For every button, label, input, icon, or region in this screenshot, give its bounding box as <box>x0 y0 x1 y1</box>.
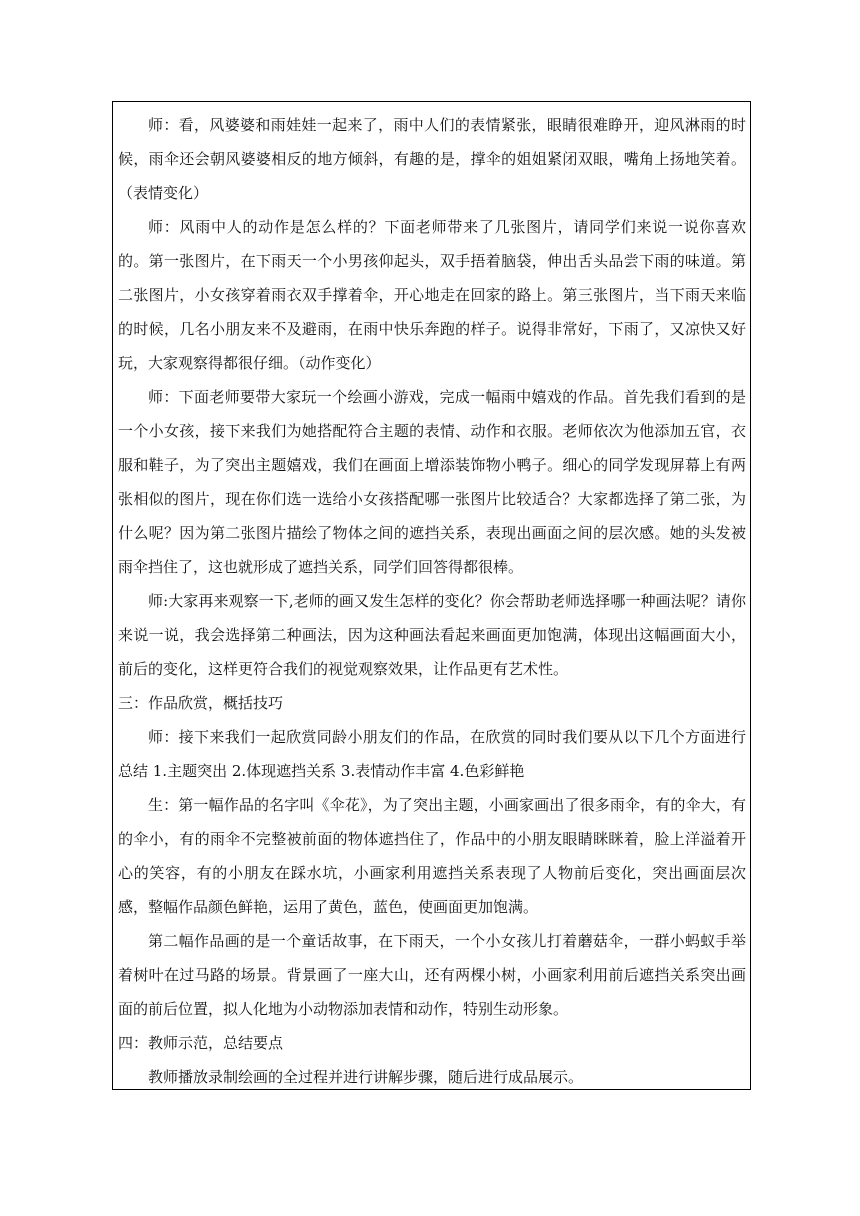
section-heading-3: 三：作品欣赏，概括技巧 <box>118 694 284 712</box>
paragraph-teacher-demo: 教师播放录制绘画的全过程并进行讲解步骤，随后进行成品展示。 <box>148 1068 584 1086</box>
paragraph-expression-change: 师：看，风婆婆和雨娃娃一起来了，雨中人们的表情紧张，眼睛很难睁开，迎风淋雨的时候，雨伞还会朝风婆婆相反的地方倾斜，有趣的是，撑伞的姐姐紧闭双眼，嘴角上扬地笑着。（表情变化） <box>118 116 746 202</box>
paragraph-first-artwork: 生：第一幅作品的名字叫《伞花》，为了突出主题，小画家画出了很多雨伞，有的伞大，有的伞小，有的雨伞不完整被前面的物体遮挡住了，作品中的小朋友眼睛眯眯着，脸上洋溢着开心的笑容，有的小朋友在踩水坑，小画家利用遮挡关系表现了人物前后变化，突出画面层次感，整幅作品颜色鲜艳，运用了黄色，蓝色，使画面更加饱满。 <box>118 796 746 916</box>
document-body <box>118 108 746 1094</box>
paragraph-appreciation-intro: 师：接下来我们一起欣赏同龄小朋友们的作品，在欣赏的同时我们要从以下几个方面进行总结 1.主题突出 2.体现遮挡关系 3.表情动作丰富 4.色彩鲜艳 <box>118 728 746 780</box>
paragraph-action-change: 师：风雨中人的动作是怎么样的？下面老师带来了几张图片，请同学们来说一说你喜欢的。第一张图片，在下雨天一个小男孩仰起头，双手捂着脑袋，伸出舌头品尝下雨的味道。第二张图片，小女孩穿着雨衣双手撑着伞，开心地走在回家的路上。第三张图片，当下雨天来临的时候，几名小朋友来不及避雨，在雨中快乐奔跑的样子。说得非常好，下雨了，又凉快又好玩，大家观察得都很仔细。（动作变化） <box>118 218 746 372</box>
paragraph-drawing-game: 师：下面老师要带大家玩一个绘画小游戏，完成一幅雨中嬉戏的作品。首先我们看到的是一个小女孩，接下来我们为她搭配符合主题的表情、动作和衣服。老师依次为他添加五官，衣服和鞋子，为了突出主题嬉戏，我们在画面上增添装饰物小鸭子。细心的同学发现屏幕上有两张相似的图片，现在你们选一选给小女孩搭配哪一张图片比较适合？大家都选择了第二张，为什么呢？因为第二张图片描绘了物体之间的遮挡关系，表现出画面之间的层次感。她的头发被雨伞挡住了，这也就形成了遮挡关系，同学们回答得都很棒。 <box>118 388 746 576</box>
section-heading-4: 四：教师示范，总结要点 <box>118 1034 284 1052</box>
paragraph-drawing-method: 师:大家再来观察一下,老师的画又发生怎样的变化？你会帮助老师选择哪一种画法呢？请你来说一说，我会选择第二种画法，因为这种画法看起来画面更加饱满，体现出这幅画面大小，前后的变化，这样更符合我们的视觉观察效果，让作品更有艺术性。 <box>118 592 746 678</box>
paragraph-second-artwork: 第二幅作品画的是一个童话故事，在下雨天，一个小女孩儿打着蘑菇伞，一群小蚂蚁手举着树叶在过马路的场景。背景画了一座大山，还有两棵小树，小画家利用前后遮挡关系突出画面的前后位置，拟人化地为小动物添加表情和动作，特别生动形象。 <box>118 932 746 1018</box>
